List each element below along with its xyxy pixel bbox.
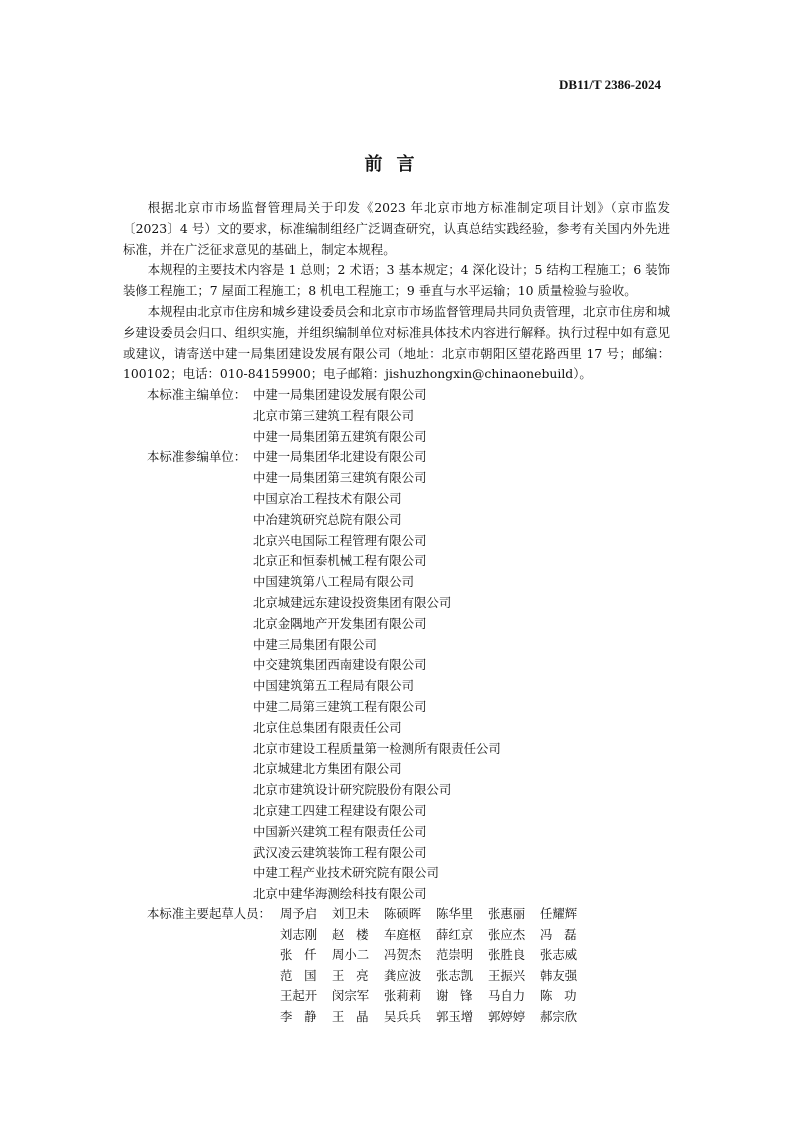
chief-units-label: 本标准主编单位： bbox=[147, 387, 247, 402]
unit-item: 北京正和恒泰机械工程有限公司 bbox=[253, 553, 427, 569]
drafters-label: 本标准主要起草人员： bbox=[147, 906, 271, 921]
drafter-name: 张莉莉 bbox=[384, 988, 422, 1004]
drafters-row bbox=[147, 986, 592, 1007]
drafter-name: 薛红京 bbox=[436, 926, 474, 942]
unit-item: 中建一局集团第三建筑有限公司 bbox=[253, 470, 427, 486]
unit-item: 中建工程产业技术研究院有限公司 bbox=[253, 865, 439, 881]
drafter-name: 周小二 bbox=[332, 947, 370, 963]
drafter-name: 吴兵兵 bbox=[384, 1008, 422, 1024]
unit-item: 北京市建设工程质量第一检测所有限责任公司 bbox=[253, 740, 501, 756]
drafter-name: 郭玉增 bbox=[436, 1008, 474, 1024]
drafter-name: 冯贺杰 bbox=[384, 947, 422, 963]
drafters-row bbox=[147, 966, 592, 987]
drafter-name: 冯磊 bbox=[540, 926, 589, 942]
drafter-name: 郭婷婷 bbox=[488, 1008, 526, 1024]
unit-item: 中交建筑集团西南建设有限公司 bbox=[253, 657, 427, 673]
drafters-row bbox=[147, 904, 592, 925]
drafter-name: 李静 bbox=[280, 1008, 329, 1024]
drafter-name: 郝宗欣 bbox=[540, 1008, 578, 1024]
drafter-name: 马自力 bbox=[488, 988, 526, 1004]
unit-item: 武汉凌云建筑装饰工程有限公司 bbox=[253, 844, 427, 860]
drafter-name: 范国 bbox=[280, 967, 329, 983]
drafter-name: 陈华里 bbox=[436, 906, 474, 921]
drafter-name: 王晶 bbox=[332, 1008, 381, 1024]
preface-body bbox=[123, 198, 670, 385]
unit-item: 中国新兴建筑工程有限责任公司 bbox=[253, 823, 427, 839]
drafters-row bbox=[147, 945, 592, 966]
drafter-name: 范崇明 bbox=[436, 947, 474, 963]
drafters-row bbox=[147, 1007, 592, 1028]
unit-item: 北京中建华海测绘科技有限公司 bbox=[253, 886, 427, 902]
drafter-name: 任耀辉 bbox=[540, 906, 578, 921]
unit-item: 中国京冶工程技术有限公司 bbox=[253, 490, 402, 506]
unit-list bbox=[147, 385, 501, 905]
unit-item: 北京建工四建工程建设有限公司 bbox=[253, 802, 427, 818]
unit-item: 北京市建筑设计研究院股份有限公司 bbox=[253, 782, 452, 798]
drafter-name: 陈功 bbox=[540, 988, 589, 1004]
drafters-list bbox=[147, 904, 592, 1028]
unit-item: 中建一局集团华北建设有限公司 bbox=[253, 449, 427, 465]
drafter-name: 车庭枢 bbox=[384, 926, 422, 942]
unit-item: 北京市第三建筑工程有限公司 bbox=[253, 407, 415, 423]
drafter-name: 王亮 bbox=[332, 967, 381, 983]
unit-item: 中国建筑第八工程局有限公司 bbox=[253, 574, 415, 590]
drafter-name: 王振兴 bbox=[488, 967, 526, 983]
drafter-name: 刘卫未 bbox=[332, 906, 370, 921]
preface-paragraph-3: 本规程由北京市住房和城乡建设委员会和北京市市场监督管理局共同负责管理，北京市住房和城乡建设委员会归口、组织实施，并组织编制单位对标准具体技术内容进行解释。执行过程中如有意见或建议，请寄送中建一局集团建设发展有限公司（地址：北京市朝阳区望花路西里 17 号；邮编：100102；电话：010-84159900；电子邮箱：jishuzhongxin@chinaonebuild）。 bbox=[123, 303, 670, 382]
preface-paragraph-1: 根据北京市市场监督管理局关于印发《2023 年北京市地方标准制定项目计划》（京市监发〔2023〕4 号）文的要求，标准编制组经广泛调查研究，认真总结实践经验，参考有关国内外先进标准，并在广泛征求意见的基础上，制定本规程。 bbox=[123, 200, 670, 257]
drafter-name: 张应杰 bbox=[488, 926, 526, 942]
drafter-name: 张志凯 bbox=[436, 967, 474, 983]
unit-item: 中冶建筑研究总院有限公司 bbox=[253, 511, 402, 527]
unit-item: 中建二局第三建筑工程有限公司 bbox=[253, 698, 427, 714]
drafter-name: 陈硕晖 bbox=[384, 906, 422, 921]
unit-item: 北京城建远东建设投资集团有限公司 bbox=[253, 594, 452, 610]
unit-item: 北京城建北方集团有限公司 bbox=[253, 761, 402, 777]
unit-item: 北京住总集团有限责任公司 bbox=[253, 719, 402, 735]
drafter-name: 张仟 bbox=[280, 947, 329, 963]
unit-item: 中建三局集团有限公司 bbox=[253, 636, 377, 652]
drafter-name: 谢锋 bbox=[436, 988, 485, 1004]
unit-item: 北京金隅地产开发集团有限公司 bbox=[253, 615, 427, 631]
unit-item: 北京兴电国际工程管理有限公司 bbox=[253, 532, 427, 548]
drafter-name: 韩友强 bbox=[540, 967, 578, 983]
drafter-name: 闵宗军 bbox=[332, 988, 370, 1004]
drafter-name: 赵楼 bbox=[332, 926, 381, 942]
drafters-row bbox=[147, 925, 592, 946]
participating-units-label: 本标准参编单位： bbox=[147, 449, 247, 465]
drafter-name: 张惠丽 bbox=[488, 906, 526, 921]
page-title: 前言 bbox=[364, 154, 429, 175]
drafter-name: 王起开 bbox=[280, 988, 318, 1004]
drafter-name: 张胜良 bbox=[488, 947, 526, 963]
drafter-name: 张志威 bbox=[540, 947, 578, 963]
preface-paragraph-2: 本规程的主要技术内容是 1 总则；2 术语；3 基本规定；4 深化设计；5 结构工程施工；6 装饰装修工程施工；7 屋面工程施工；8 机电工程施工；9 垂直与水平运输；10 质量检验与验收。 bbox=[123, 262, 670, 299]
drafter-name: 龚应波 bbox=[384, 967, 422, 983]
standard-code: DB11/T 2386-2024 bbox=[559, 77, 661, 92]
unit-item: 中建一局集团建设发展有限公司 bbox=[253, 387, 427, 402]
drafter-name: 周予启 bbox=[280, 906, 318, 921]
unit-item: 中国建筑第五工程局有限公司 bbox=[253, 678, 415, 694]
unit-item: 中建一局集团第五建筑有限公司 bbox=[253, 428, 427, 444]
drafter-name: 刘志刚 bbox=[280, 926, 318, 942]
